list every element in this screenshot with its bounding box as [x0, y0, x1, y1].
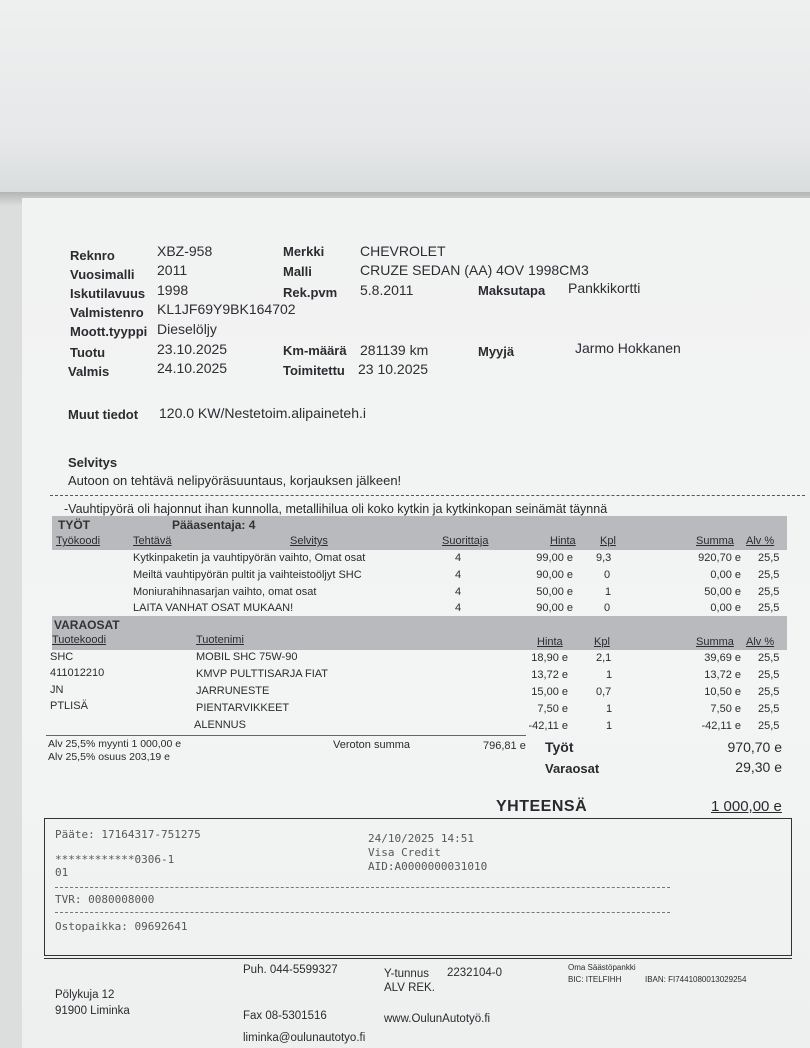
tyot-total-value: 970,70 e: [727, 739, 782, 755]
tuotu-label: Tuotu: [70, 345, 106, 360]
kmmaara-label: Km-määrä: [283, 343, 347, 358]
veroton-value: 796,81 e: [483, 740, 526, 752]
rekpvm-value: 5.8.2011: [360, 282, 414, 298]
row-hinta: 13,72 e: [531, 669, 568, 681]
moott-label: Moott.tyyppi: [70, 324, 148, 339]
selvitys-line-1: Autoon on tehtävä nelipyöräsuuntaus, korjauksen jälkeen!: [68, 473, 402, 488]
row-summa: 7,50 e: [710, 703, 741, 715]
yhteensa-label: YHTEENSÄ: [496, 798, 588, 815]
row-koodi: 411012210: [50, 667, 105, 679]
footer-web[interactable]: www.OulunAutotyö.fi: [384, 1013, 491, 1025]
merkki-label: Merkki: [283, 244, 325, 259]
col-tuotekoodi: Tuotekoodi: [52, 634, 107, 646]
paaasentaja: Pääasentaja: 4: [172, 518, 256, 532]
row-hinta: 90,00 e: [536, 602, 573, 614]
selvitys-title: Selvitys: [68, 455, 118, 470]
col-tehtava: Tehtävä: [133, 535, 172, 547]
row-koodi: JN: [50, 684, 64, 696]
receipt-separator: [55, 887, 670, 888]
totals-divider: [46, 735, 526, 736]
row-alv: 25,5: [758, 602, 780, 614]
varaosat-total-value: 29,30 e: [735, 759, 782, 775]
yhteensa-value: 1 000,00 e: [711, 798, 782, 815]
row-kpl: 2,1: [596, 652, 612, 664]
iskutilavuus-value: 1998: [157, 282, 189, 298]
varaosat-title: VARAOSAT: [54, 618, 120, 632]
row-suorittaja: 4: [455, 586, 462, 598]
footer-rule: [44, 958, 792, 959]
col-hinta: Hinta: [550, 535, 576, 547]
row-summa: 920,70 e: [698, 552, 741, 564]
varaosat-total-label: Varaosat: [545, 761, 600, 776]
malli-label: Malli: [283, 264, 312, 279]
row-summa: 0,00 e: [710, 569, 741, 581]
footer-email[interactable]: liminka@oulunautotyo.fi: [243, 1032, 366, 1044]
row-nimi: JARRUNESTE: [196, 685, 270, 697]
footer-ytunnus: 2232104-0: [447, 967, 502, 979]
toimitettu-value: 23 10.2025: [358, 361, 429, 377]
col-tuotenimi: Tuotenimi: [196, 634, 244, 646]
iskutilavuus-label: Iskutilavuus: [70, 286, 146, 301]
row-hinta: -42,11 e: [528, 720, 568, 732]
footer-iban: IBAN: FI7441080013029254: [645, 975, 747, 984]
footer-street: Pölykuja 12: [55, 989, 115, 1001]
row-kpl: 0,7: [596, 686, 612, 698]
row-koodi: PTLISÄ: [50, 700, 88, 712]
row-nimi: MOBIL SHC 75W-90: [196, 651, 298, 663]
col-alv: Alv %: [746, 636, 775, 648]
row-summa: 10,50 e: [704, 686, 741, 698]
row-hinta: 18,90 e: [531, 652, 568, 664]
row-tehtava: Meiltä vauhtipyörän pultit ja vaihteistoöljyt SHC: [133, 569, 362, 581]
veroton-label: Veroton summa: [333, 739, 411, 751]
alv-osuus: Alv 25,5% osuus 203,19 e: [48, 751, 171, 763]
merkki-value: CHEVROLET: [360, 243, 446, 259]
col-suorittaja: Suorittaja: [442, 535, 489, 547]
row-tehtava: Kytkinpaketin ja vauhtipyörän vaihto, Omat osat: [133, 552, 366, 564]
footer-bic: BIC: ITELFIHH: [568, 975, 622, 984]
col-summa: Summa: [696, 636, 734, 648]
varaosat-header-band: [52, 616, 787, 650]
kmmaara-value: 281139 km: [360, 342, 429, 358]
footer-ytunnus-label: Y-tunnus: [384, 968, 429, 980]
separator: [50, 495, 805, 496]
row-alv: 25,5: [758, 720, 780, 732]
col-kpl: Kpl: [594, 636, 610, 648]
row-hinta: 7,50 e: [537, 703, 568, 715]
receipt-card-type: Visa Credit: [368, 846, 441, 859]
maksutapa-label: Maksutapa: [478, 283, 546, 298]
row-alv: 25,5: [758, 686, 780, 698]
malli-value: CRUZE SEDAN (AA) 4OV 1998CM3: [360, 262, 589, 278]
row-summa: 0,00 e: [710, 602, 741, 614]
selvitys-line-2: -Vauhtipyörä oli hajonnut ihan kunnolla, metallihilua oli koko kytkin ja kytkinkopan seinämät täynnä: [64, 502, 608, 516]
row-kpl: 1: [606, 720, 613, 732]
row-suorittaja: 4: [455, 602, 462, 614]
row-kpl: 1: [605, 586, 612, 598]
row-nimi: KMVP PULTTISARJA FIAT: [196, 668, 329, 680]
receipt-card-number: ************0306-1: [55, 853, 175, 866]
muut-value: 120.0 KW/Nestetoim.alipaineteh.i: [159, 405, 366, 421]
receipt-datetime: 24/10/2025 14:51: [368, 832, 474, 845]
moott-value: Dieselöljy: [157, 321, 217, 337]
receipt-separator: [55, 912, 670, 913]
row-koodi: SHC: [50, 651, 74, 663]
row-kpl: 1: [606, 669, 613, 681]
row-summa: 39,69 e: [704, 652, 741, 664]
tuotu-value: 23.10.2025: [157, 341, 228, 357]
row-alv: 25,5: [758, 586, 780, 598]
col-hinta: Hinta: [537, 636, 563, 648]
myyja-label: Myyjä: [478, 344, 515, 359]
row-kpl: 0: [604, 602, 611, 614]
alv-myynti: Alv 25,5% myynti 1 000,00 e: [48, 738, 182, 750]
tyot-title: TYÖT: [58, 518, 90, 532]
reknro-value: XBZ-958: [157, 243, 213, 259]
toimitettu-label: Toimitettu: [283, 363, 345, 378]
myyja-value: Jarmo Hokkanen: [575, 340, 681, 356]
col-tyokoodi: Työkoodi: [56, 535, 101, 547]
col-summa: Summa: [696, 535, 734, 547]
tyot-total-label: Työt: [545, 739, 574, 755]
col-kpl: Kpl: [600, 535, 616, 547]
row-tehtava: LAITA VANHAT OSAT MUKAAN!: [133, 602, 294, 614]
valmistenro-value: KL1JF69Y9BK164702: [157, 301, 296, 317]
row-kpl: 0: [604, 569, 611, 581]
vuosimalli-value: 2011: [157, 262, 188, 278]
row-suorittaja: 4: [455, 569, 462, 581]
valmistenro-label: Valmistenro: [70, 305, 144, 320]
row-alv: 25,5: [758, 552, 780, 564]
row-nimi: ALENNUS: [194, 719, 246, 731]
row-summa: -42,11 e: [701, 720, 741, 732]
row-kpl: 9,3: [596, 552, 612, 564]
row-hinta: 50,00 e: [536, 586, 573, 598]
footer-city: 91900 Liminka: [55, 1005, 130, 1017]
col-selvitys: Selvitys: [290, 535, 328, 547]
row-kpl: 1: [606, 703, 613, 715]
reknro-label: Reknro: [70, 248, 115, 263]
receipt-paate: Pääte: 17164317-751275: [55, 828, 201, 841]
row-alv: 25,5: [758, 669, 780, 681]
row-hinta: 15,00 e: [531, 686, 568, 698]
receipt-ostopaikka: Ostopaikka: 09692641: [55, 920, 188, 933]
row-nimi: PIENTARVIKKEET: [196, 702, 290, 714]
receipt-tvr: TVR: 0080008000: [55, 893, 155, 906]
footer-fax: Fax 08-5301516: [243, 1010, 327, 1022]
row-alv: 25,5: [758, 703, 780, 715]
row-tehtava: Moniurahihnasarjan vaihto, omat osat: [133, 586, 317, 598]
vuosimalli-label: Vuosimalli: [70, 267, 135, 282]
maksutapa-value: Pankkikortti: [568, 280, 641, 296]
valmis-value: 24.10.2025: [157, 360, 228, 376]
rekpvm-label: Rek.pvm: [283, 285, 338, 300]
valmis-label: Valmis: [68, 364, 110, 379]
footer-phone: Puh. 044-5599327: [243, 964, 338, 976]
row-summa: 13,72 e: [704, 669, 741, 681]
receipt-aid: AID:A0000000031010: [368, 860, 488, 873]
muut-label: Muut tiedot: [68, 407, 139, 422]
row-suorittaja: 4: [455, 552, 462, 564]
row-hinta: 99,00 e: [536, 552, 573, 564]
row-alv: 25,5: [758, 569, 780, 581]
row-hinta: 90,00 e: [536, 569, 573, 581]
receipt-seq: 01: [55, 866, 69, 879]
row-alv: 25,5: [758, 652, 780, 664]
footer-alvrek: ALV REK.: [384, 982, 435, 994]
footer-bank: Oma Säästöpankki: [568, 963, 636, 972]
background-paper-sheet: [0, 0, 810, 196]
col-alv: Alv %: [746, 535, 775, 547]
row-summa: 50,00 e: [704, 586, 741, 598]
